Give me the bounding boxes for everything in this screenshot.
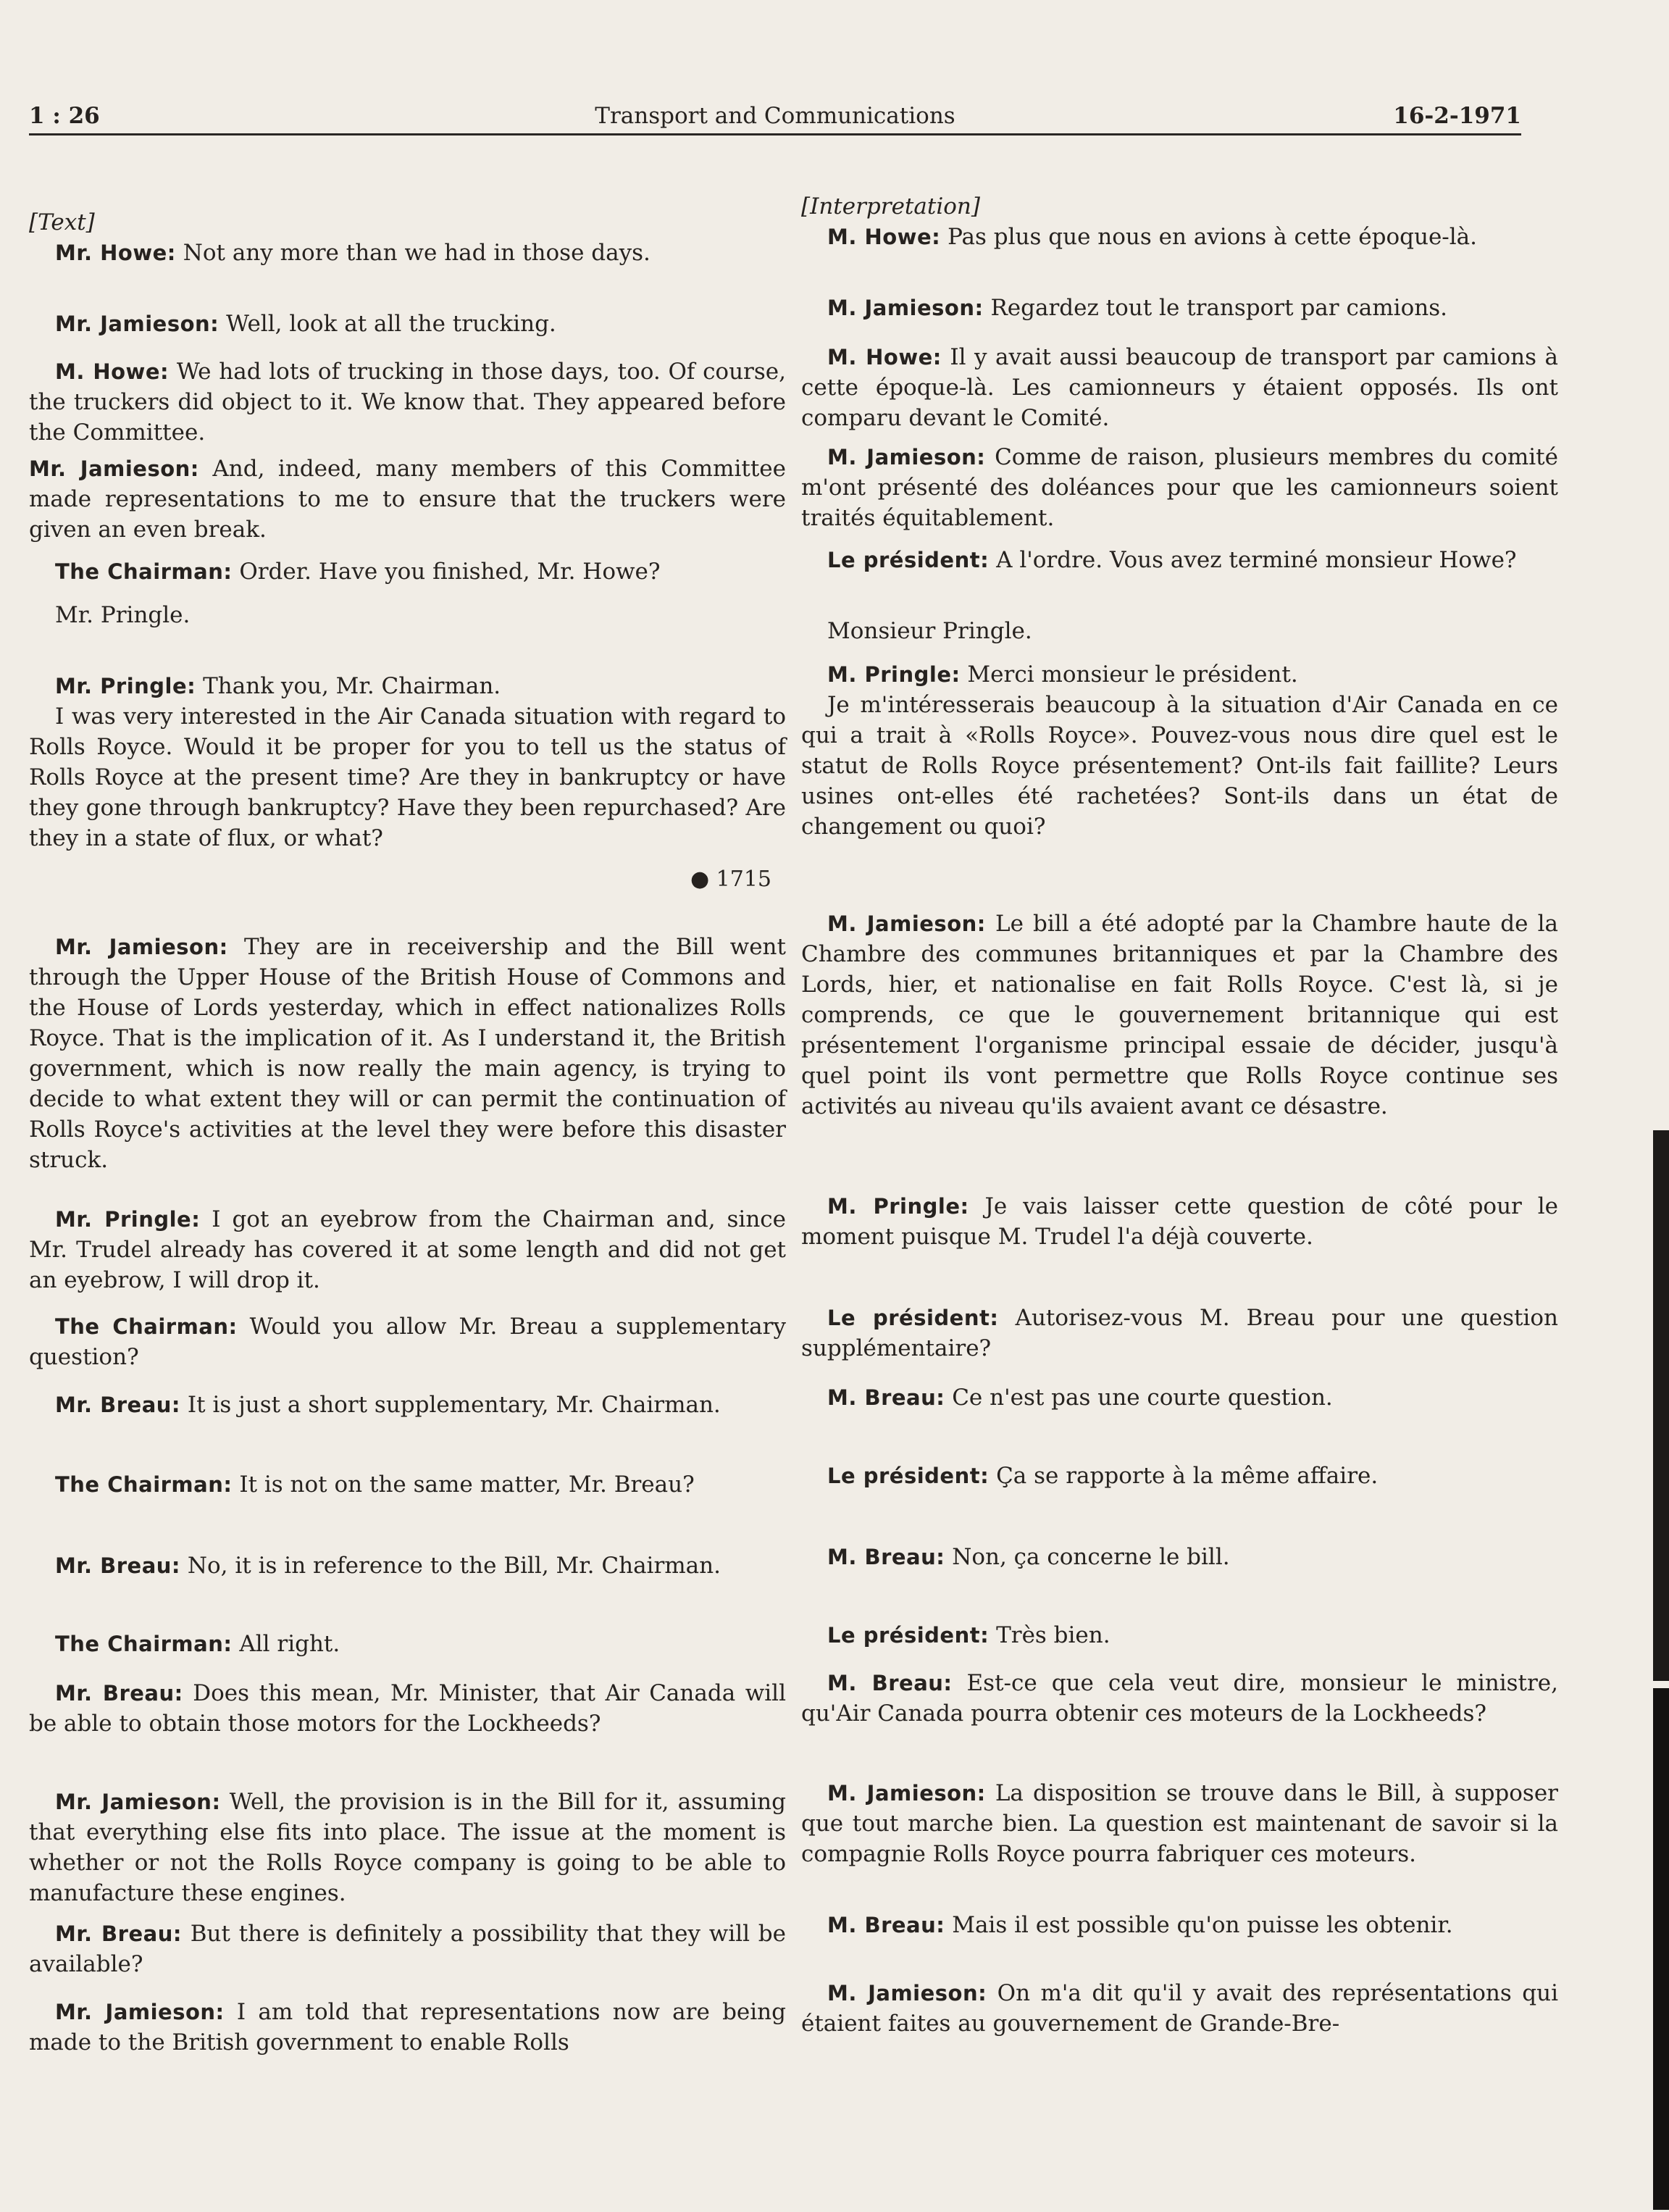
- paragraph: [29, 309, 812, 339]
- speech: But there is definitely a possibility that they will be available?: [29, 1921, 786, 1977]
- speech: Thank you, Mr. Chairman.: [196, 673, 501, 699]
- paragraph: [29, 600, 812, 630]
- speaker: M. Breau:: [827, 1671, 953, 1695]
- speech: Merci monsieur le président.: [960, 661, 1298, 688]
- page-header: [29, 100, 1521, 135]
- paragraph: [29, 356, 786, 448]
- speaker: The Chairman:: [55, 559, 233, 584]
- speaker: M. Howe:: [827, 345, 942, 370]
- speech: It is just a short supplementary, Mr. Chairman.: [180, 1392, 721, 1418]
- speaker: Mr. Jamieson:: [55, 312, 219, 336]
- speech: I was very interested in the Air Canada situation with regard to Rolls Royce. Would it be proper for you to tell us the status of Rolls Royce at the present time? Are they in bankruptcy or have they gone through bankruptcy? Have they been repurchased? Are they in a state of flux, or what?: [29, 704, 786, 851]
- speech: Je m'intéresserais beaucoup à la situation d'Air Canada en ce qui a trait à «Rolls Royce». Pouvez-vous nous dire quel est le statut de Rolls Royce présentement? Ont-ils fait faillite? Leurs usines ont-elles été rachetées? Sont-ils dans un état de changement ou quoi?: [801, 692, 1558, 840]
- speaker: The Chairman:: [55, 1632, 233, 1656]
- paragraph: [29, 932, 786, 1175]
- paragraph: [29, 238, 812, 268]
- speaker: Mr. Jamieson:: [29, 456, 199, 481]
- column-label: [Interpretation]: [801, 193, 980, 220]
- speaker: M. Jamieson:: [827, 1781, 986, 1806]
- speaker: Mr. Breau:: [55, 1393, 181, 1417]
- paragraph: [801, 442, 1558, 533]
- speaker: Mr. Jamieson:: [55, 935, 228, 959]
- paragraph: [801, 1382, 1584, 1413]
- page-number: 1 : 26: [29, 103, 100, 129]
- speech: Not any more than we had in those days.: [175, 240, 651, 266]
- paragraph: [801, 293, 1584, 323]
- paragraph: [801, 545, 1558, 575]
- speech: All right.: [232, 1631, 340, 1657]
- paragraph: [801, 1778, 1558, 1869]
- speech: La disposition se trouve dans le Bill, à supposer que tout marche bien. La question est maintenant de savoir si la compagnie Rolls Royce pourra fabriquer ces moteurs.: [801, 1780, 1558, 1867]
- speech: Mais il est possible qu'on puisse les obtenir.: [945, 1912, 1453, 1938]
- page-date: 16-2-1971: [1393, 103, 1521, 129]
- paragraph: [801, 222, 1558, 252]
- speech: We had lots of trucking in those days, too. Of course, the truckers did object to it. We know that. They appeared before the Committee.: [29, 359, 786, 446]
- speech: Order. Have you finished, Mr. Howe?: [232, 559, 661, 585]
- speaker: M. Jamieson:: [827, 445, 986, 469]
- speech: I got an eyebrow from the Chairman and, since Mr. Trudel already has covered it at some length and did not get an eyebrow, I will drop it.: [29, 1206, 786, 1293]
- speaker: Le président:: [827, 548, 990, 572]
- paragraph: [801, 1191, 1558, 1252]
- speech: Non, ça concerne le bill.: [945, 1544, 1230, 1570]
- speech: Monsieur Pringle.: [827, 618, 1032, 644]
- speaker: Le président:: [827, 1623, 990, 1648]
- speaker: M. Pringle:: [827, 1194, 969, 1219]
- speech: Would you allow Mr. Breau a supplementary question?: [29, 1314, 786, 1370]
- paragraph: [801, 909, 1558, 1122]
- paragraph: [801, 616, 1584, 646]
- speaker: Mr. Breau:: [55, 1921, 182, 1946]
- speaker: M. Jamieson:: [827, 296, 984, 320]
- paragraph: [29, 1997, 786, 2058]
- paragraph: [29, 1204, 786, 1295]
- paragraph: [29, 556, 812, 587]
- speaker: Mr. Jamieson:: [55, 1790, 221, 1814]
- speech: Très bien.: [989, 1622, 1110, 1648]
- speech: No, it is in reference to the Bill, Mr. Chairman.: [180, 1553, 721, 1579]
- paragraph: [801, 1978, 1558, 2039]
- speech: Est-ce que cela veut dire, monsieur le ministre, qu'Air Canada pourra obtenir ces moteurs de la Lockheeds?: [801, 1670, 1559, 1727]
- speaker: M. Howe:: [55, 359, 170, 384]
- speaker: Mr. Pringle:: [55, 674, 196, 698]
- speech: Well, the provision is in the Bill for it, assuming that everything else fits into place. The issue at the moment is whether or not the Rolls Royce company is going to be able to manufacture these engines.: [29, 1789, 786, 1906]
- speech: Il y avait aussi beaucoup de transport par camions à cette époque-là. Les camionneurs y étaient opposés. Ils ont comparu devant le Comité.: [801, 344, 1558, 431]
- speech: Pas plus que nous en avions à cette époque-là.: [940, 224, 1478, 250]
- speaker: M. Jamieson:: [827, 911, 986, 936]
- paragraph: [29, 1678, 786, 1739]
- speech: Well, look at all the trucking.: [219, 311, 556, 337]
- speech: On m'a dit qu'il y avait des représentations qui étaient faites au gouvernement de Grande-Bre-: [801, 1980, 1558, 2037]
- speaker: M. Pringle:: [827, 662, 961, 687]
- paragraph: [801, 1910, 1584, 1940]
- speech: It is not on the same matter, Mr. Breau?: [232, 1472, 695, 1498]
- paragraph: [801, 659, 1584, 690]
- speech: Regardez tout le transport par camions.: [983, 295, 1447, 321]
- speech: Je vais laisser cette question de côté pour le moment puisque M. Trudel l'a déjà couverte.: [801, 1193, 1558, 1250]
- speaker: M. Breau:: [827, 1545, 945, 1569]
- paragraph: [29, 1919, 786, 1979]
- paragraph: [801, 690, 1558, 842]
- paragraph: [29, 1787, 786, 1908]
- speaker: Mr. Breau:: [55, 1553, 181, 1578]
- speech: Does this mean, Mr. Minister, that Air Canada will be able to obtain those motors for the Lockheeds?: [29, 1680, 786, 1737]
- speech: Ça se rapporte à la même affaire.: [989, 1463, 1379, 1489]
- speech: Autorisez-vous M. Breau pour une question supplémentaire?: [801, 1305, 1558, 1361]
- paragraph: [801, 1668, 1558, 1729]
- speaker: Le président:: [827, 1306, 999, 1330]
- paragraph: [29, 1629, 812, 1659]
- speaker: M. Breau:: [827, 1913, 945, 1937]
- paragraph: [29, 1551, 786, 1581]
- speaker: Mr. Breau:: [55, 1681, 183, 1706]
- time-marker: ● 1715: [690, 867, 771, 892]
- speech: Mr. Pringle.: [55, 602, 191, 628]
- paragraph: [29, 1311, 786, 1372]
- scan-edge-shadow: [1653, 1130, 1669, 1681]
- speaker: M. Jamieson:: [827, 1981, 987, 2006]
- speaker: M. Breau:: [827, 1385, 945, 1410]
- speech: A l'ordre. Vous avez terminé monsieur Howe?: [989, 547, 1517, 573]
- speaker: M. Howe:: [827, 225, 941, 249]
- paragraph: [29, 454, 786, 545]
- column-label: [Text]: [29, 209, 95, 235]
- speech: They are in receivership and the Bill went through the Upper House of the British House of Commons and the House of Lords yesterday, which in effect nationalizes Rolls Royce. That is the implication of it. As I understand it, the British government, which is now really the main agency, is trying to decide to what extent they will or can permit the continuation of Rolls Royce's activities at the level they were before this disaster struck.: [29, 934, 786, 1173]
- speaker: The Chairman:: [55, 1314, 238, 1339]
- speech: Comme de raison, plusieurs membres du comité m'ont présenté des doléances pour que les camionneurs soient traités équitablement.: [801, 444, 1558, 531]
- paragraph: [801, 1303, 1558, 1364]
- speaker: Mr. Pringle:: [55, 1207, 201, 1232]
- paragraph: [801, 342, 1558, 433]
- speech: And, indeed, many members of this Committee made representations to me to ensure that the truckers were given an even break.: [29, 456, 786, 543]
- paragraph: [29, 1390, 786, 1420]
- paragraph: [29, 701, 786, 854]
- paragraph: [29, 671, 812, 701]
- paragraph: [801, 1620, 1584, 1650]
- speech: Ce n'est pas une courte question.: [945, 1385, 1333, 1411]
- speech: I am told that representations now are being made to the British government to enable Rolls: [29, 1999, 786, 2056]
- paragraph: [801, 1461, 1584, 1491]
- running-title: Transport and Communications: [595, 103, 955, 129]
- paragraph: [29, 1469, 786, 1500]
- scan-edge-shadow: [1653, 1688, 1669, 2210]
- speaker: Mr. Jamieson:: [55, 2000, 225, 2024]
- speaker: Le président:: [827, 1464, 990, 1488]
- speaker: Mr. Howe:: [55, 241, 176, 265]
- speech: Le bill a été adopté par la Chambre haute de la Chambre des communes britanniques et par la Chambre des Lords, hier, et nationalise en fait Rolls Royce. C'est là, si je comprends, ce que le gouvernement britannique qui est présentement l'organisme principal essaie de décider, jusqu'à quel point ils vont permettre que Rolls Royce continue ses activités au niveau qu'ils avaient avant ce désastre.: [801, 911, 1558, 1119]
- paragraph: [801, 1542, 1584, 1572]
- speaker: The Chairman:: [55, 1472, 233, 1497]
